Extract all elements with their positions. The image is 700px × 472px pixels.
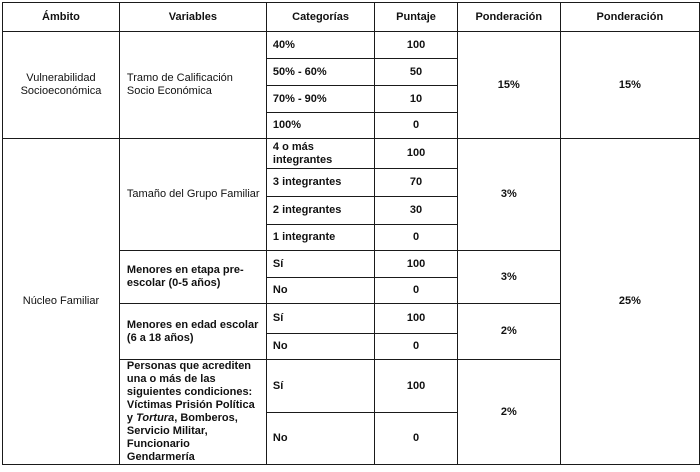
categoria-cell: 1 integrante — [266, 225, 374, 251]
puntaje-cell: 10 — [375, 86, 458, 113]
variable-menores-escolar: Menores en edad escolar (6 a 18 años) — [119, 304, 266, 360]
categoria-cell: 3 integrantes — [266, 169, 374, 197]
categoria-cell: 50% - 60% — [266, 59, 374, 86]
condiciones-line2c: , Bomberos, Servicio Militar, Funcionario Gendarmería — [126, 412, 238, 463]
table-row — [3, 32, 700, 59]
header-ponderacion-ambito: Ponderación — [560, 3, 699, 32]
categoria-cell: 40% — [266, 32, 374, 59]
categoria-cell: 2 integrantes — [266, 197, 374, 225]
categoria-cell: 70% - 90% — [266, 86, 374, 113]
header-ambito: Ámbito — [3, 3, 120, 32]
puntaje-cell: 50 — [375, 59, 458, 86]
puntaje-cell: 0 — [375, 413, 458, 465]
puntaje-cell: 100 — [375, 360, 458, 413]
variable-condiciones — [119, 360, 266, 465]
categoria-cell: 4 o más integrantes — [266, 139, 374, 169]
puntaje-cell: 0 — [375, 278, 458, 304]
categoria-cell: Sí — [266, 251, 374, 278]
variable-tramo: Tramo de Calificación Socio Económica — [119, 32, 266, 139]
puntaje-cell: 0 — [375, 334, 458, 360]
scoring-table-wrapper — [2, 2, 700, 465]
variable-menores-preescolar: Menores en etapa pre-escolar (0-5 años) — [119, 251, 266, 304]
ambito-vulnerabilidad: Vulnerabilidad Socioeconómica — [3, 32, 120, 139]
ponderacion-ambito-nucleo: 25% — [560, 139, 699, 465]
puntaje-cell: 0 — [375, 225, 458, 251]
ambito-nucleo-familiar: Núcleo Familiar — [3, 139, 120, 465]
puntaje-cell: 0 — [375, 113, 458, 139]
categoria-cell: 100% — [266, 113, 374, 139]
categoria-cell: No — [266, 334, 374, 360]
ponderacion-variable-grupo: 3% — [457, 139, 560, 251]
puntaje-cell: 30 — [375, 197, 458, 225]
ponderacion-ambito-vulnerabilidad: 15% — [560, 32, 699, 139]
header-variables: Variables — [119, 3, 266, 32]
header-categorias: Categorías — [266, 3, 374, 32]
categoria-cell: No — [266, 413, 374, 465]
categoria-cell: Sí — [266, 304, 374, 334]
condiciones-line2a: Víctimas Prisión Política y — [126, 399, 255, 424]
table-row — [3, 139, 700, 169]
condiciones-line1: Personas que acrediten una o más de las siguientes condiciones: — [126, 360, 253, 398]
ponderacion-variable-condiciones: 2% — [457, 360, 560, 465]
header-puntaje: Puntaje — [375, 3, 458, 32]
header-row — [3, 3, 700, 32]
ponderacion-variable-preescolar: 3% — [457, 251, 560, 304]
puntaje-cell: 100 — [375, 32, 458, 59]
puntaje-cell: 100 — [375, 304, 458, 334]
puntaje-cell: 100 — [375, 139, 458, 169]
categoria-cell: No — [266, 278, 374, 304]
puntaje-cell: 70 — [375, 169, 458, 197]
scoring-table — [2, 2, 700, 465]
variable-tamano-grupo: Tamaño del Grupo Familiar — [119, 139, 266, 251]
puntaje-cell: 100 — [375, 251, 458, 278]
ponderacion-variable-tramo: 15% — [457, 32, 560, 139]
ponderacion-variable-escolar: 2% — [457, 304, 560, 360]
condiciones-line2b: Tortura — [136, 412, 175, 424]
categoria-cell: Sí — [266, 360, 374, 413]
header-ponderacion-variable: Ponderación — [457, 3, 560, 32]
